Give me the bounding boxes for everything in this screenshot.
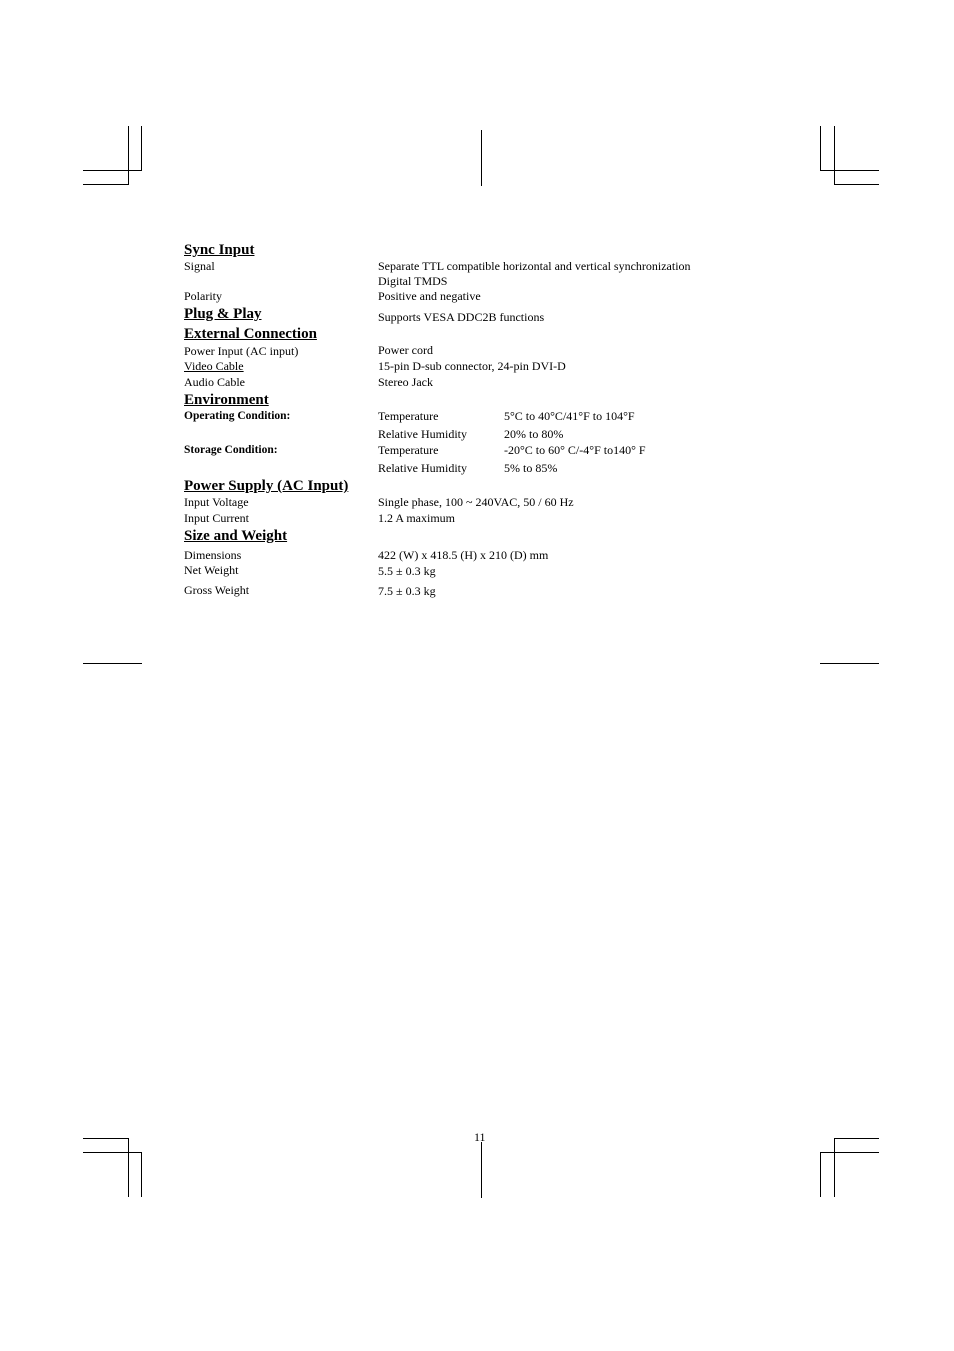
audio-cable-value: Stereo Jack [378,375,433,389]
plug-and-play-heading: Plug & Play [184,306,262,322]
signal-value: Separate TTL compatible horizontal and vertical synchronization [378,259,691,273]
audio-cable-label: Audio Cable [184,375,245,389]
operating-condition-label: Operating Condition: [184,410,291,422]
gross-weight-label: Gross Weight [184,583,250,597]
external-connection-heading: External Connection [184,326,317,342]
crop-mark-bottom-right-h [820,1152,879,1153]
crop-mark-bottom-left-v [128,1138,129,1197]
page-number: 11 [474,1130,486,1144]
polarity-value: Positive and negative [378,289,481,303]
operating-humidity-label: Relative Humidity [378,427,467,441]
video-cable-label: Video Cable [184,359,244,373]
operating-temperature-value: 5°C to 40°C/41°F to 104°F [504,409,635,423]
operating-temperature-label: Temperature [378,409,439,423]
polarity-label: Polarity [184,289,222,303]
crop-mark-bottom-left-h2 [83,1152,142,1153]
signal-value-digital: Digital TMDS [378,274,448,288]
power-input-label: Power Input (AC input) [184,344,299,358]
crop-mark-top-left-v2 [141,126,142,171]
crop-mark-bottom-center [481,1142,482,1198]
input-current-value: 1.2 A maximum [378,511,456,525]
environment-heading: Environment [184,392,269,408]
input-current-label: Input Current [184,511,249,525]
net-weight-value: 5.5 ± 0.3 kg [378,564,436,578]
crop-mark-top-right-v2 [834,126,835,185]
power-supply-heading: Power Supply (AC Input) [184,478,349,494]
dimensions-label: Dimensions [184,548,242,562]
storage-condition-label: Storage Condition: [184,444,278,456]
crop-mark-top-right-h [820,170,879,171]
operating-humidity-value: 20% to 80% [504,427,564,441]
crop-mark-bottom-right-v [820,1152,821,1197]
sync-input-heading: Sync Input [184,242,255,258]
storage-humidity-value: 5% to 85% [504,461,558,475]
storage-temperature-label: Temperature [378,443,439,457]
crop-mark-top-left-h2 [83,170,142,171]
crop-mark-top-left-h [83,184,129,185]
crop-mark-bottom-right-v2 [834,1138,835,1197]
crop-mark-top-center [481,130,482,186]
input-voltage-value: Single phase, 100 ~ 240VAC, 50 / 60 Hz [378,495,574,509]
crop-mark-bottom-left-h [83,1138,129,1139]
crop-mark-top-left-v [128,126,129,185]
video-cable-value: 15-pin D-sub connector, 24-pin DVI-D [378,359,566,373]
input-voltage-label: Input Voltage [184,495,249,509]
plug-and-play-value: Supports VESA DDC2B functions [378,310,545,324]
crop-mark-bottom-left-v2 [141,1152,142,1197]
gross-weight-value: 7.5 ± 0.3 kg [378,584,436,598]
signal-label: Signal [184,259,215,273]
crop-mark-top-right-h2 [834,184,879,185]
storage-humidity-label: Relative Humidity [378,461,467,475]
crop-mark-middle-right [820,663,879,664]
net-weight-label: Net Weight [184,563,239,577]
size-and-weight-heading: Size and Weight [184,528,288,544]
power-input-value: Power cord [378,343,433,357]
crop-mark-middle-left [83,663,142,664]
crop-mark-top-right-v [820,126,821,171]
storage-temperature-value: -20°C to 60° C/-4°F to140° F [504,443,646,457]
dimensions-value: 422 (W) x 418.5 (H) x 210 (D) mm [378,548,549,562]
crop-mark-bottom-right-h2 [834,1138,879,1139]
